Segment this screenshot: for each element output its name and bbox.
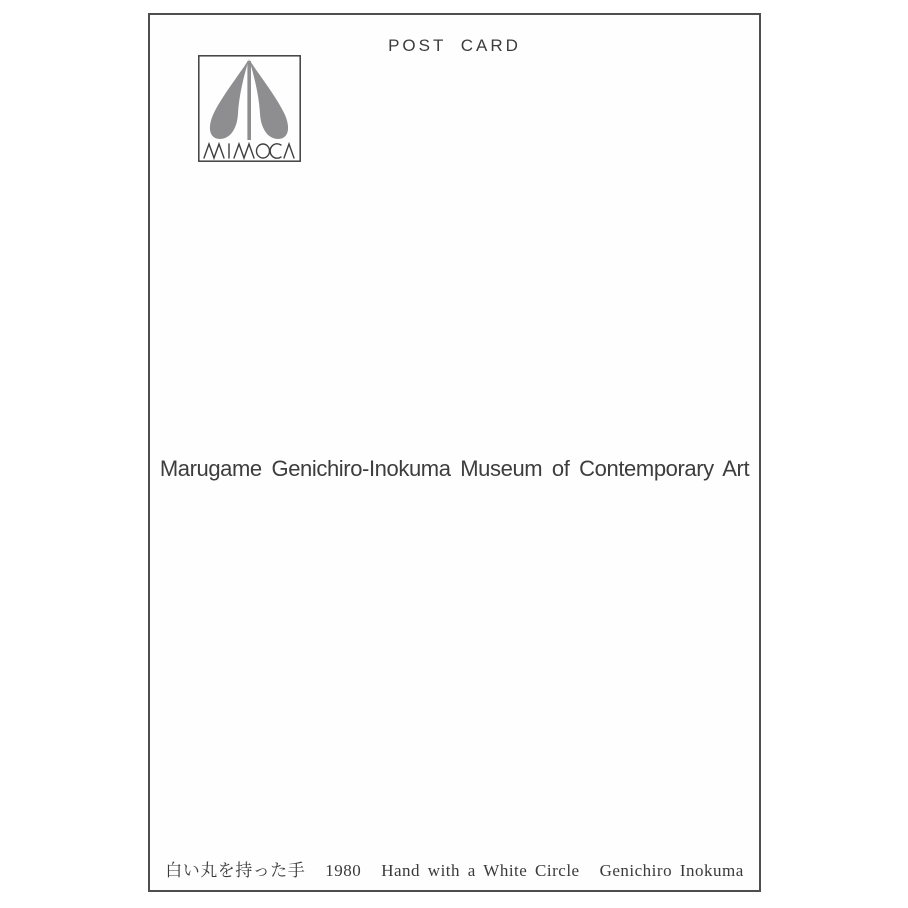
logo-right-petal-icon [249,59,288,139]
logo-left-petal-icon [210,59,249,139]
postcard-label: POST CARD [388,36,521,55]
caption-year: 1980 [325,861,362,880]
caption-title-ja: 白い丸を持った手 [165,861,306,880]
mimoca-logo [198,55,301,162]
postcard [148,13,761,892]
mimoca-logo-icon [198,55,301,162]
caption-title-en: Hand with a White Circle [381,861,580,880]
caption-artist: Genichiro Inokuma [599,861,744,880]
mimoca-wordmark [204,144,294,158]
logo-stem-icon [247,61,251,140]
artwork-caption [150,856,759,881]
museum-title: Marugame Genichiro-Inokuma Museum of Contemporary Art [159,456,750,481]
